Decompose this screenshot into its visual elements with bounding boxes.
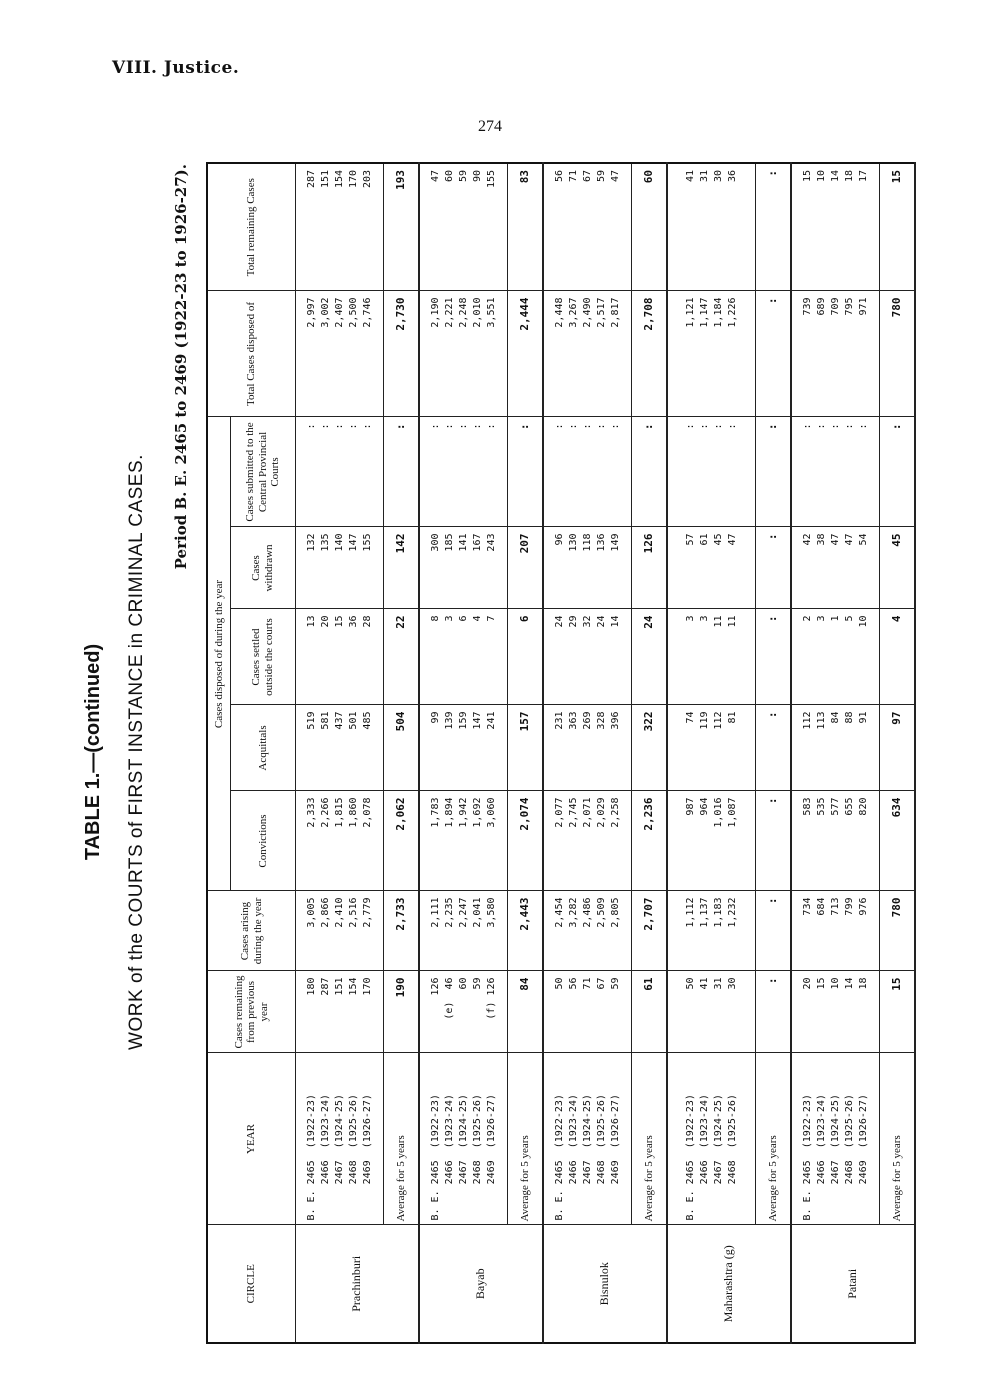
table-row bbox=[667, 163, 756, 1343]
header-disposed-group: Cases disposed of during the year bbox=[207, 417, 231, 891]
average-label: Average for 5 years bbox=[880, 1053, 915, 1225]
avg-settled: 24 bbox=[632, 609, 667, 705]
avg-settled: : bbox=[756, 609, 791, 705]
header-remaining-prev: Cases remaining from previous year bbox=[207, 971, 296, 1053]
header-arising: Cases arising during the year bbox=[207, 891, 296, 971]
cell-total-disposed: 2,190 2,221 2,248 2,010 3,551 bbox=[419, 291, 508, 417]
cell-arising: 2,111 2,235 2,247 2,041 3,580 bbox=[419, 891, 508, 971]
cell-settled: 2 3 1 5 10 bbox=[791, 609, 880, 705]
avg-acquittals: : bbox=[756, 705, 791, 791]
cell-submitted: : : : : : bbox=[543, 417, 632, 527]
avg-convictions: 2,236 bbox=[632, 791, 667, 891]
cell-total-disposed: 1,121 1,147 1,184 1,226 bbox=[667, 291, 756, 417]
average-row bbox=[632, 163, 667, 1343]
table-titles bbox=[82, 160, 200, 1344]
cell-convictions: 1,783 1,894 1,942 1,692 3,060 bbox=[419, 791, 508, 891]
avg-convictions: 2,062 bbox=[384, 791, 419, 891]
avg-acquittals: 322 bbox=[632, 705, 667, 791]
circle-name: Patani bbox=[791, 1225, 915, 1343]
cell-submitted: : : : : : bbox=[296, 417, 384, 527]
avg-convictions: 2,074 bbox=[508, 791, 543, 891]
cell-total-remaining: 287 151 154 170 203 bbox=[296, 163, 384, 291]
avg-withdrawn: : bbox=[756, 527, 791, 609]
year-list: B. E. 2465 (1922-23) 2466 (1923-24) 2467 (1924-25) 2468 (1925-26) bbox=[667, 1053, 756, 1225]
avg-withdrawn: 142 bbox=[384, 527, 419, 609]
header-settled-outside: Cases settled outside the courts bbox=[231, 609, 296, 705]
avg-total-disposed: 2,444 bbox=[508, 291, 543, 417]
avg-total-disposed: 780 bbox=[880, 291, 915, 417]
year-list: B. E. 2465 (1922-23) 2466 (1923-24) 2467 (1924-25) 2468 (1925-26) 2469 (1926-27) bbox=[791, 1053, 880, 1225]
cell-acquittals: 74 119 112 81 bbox=[667, 705, 756, 791]
header-convictions: Convictions bbox=[231, 791, 296, 891]
cell-arising: 2,454 3,282 2,486 2,509 2,805 bbox=[543, 891, 632, 971]
page-number: 274 bbox=[478, 118, 502, 135]
avg-convictions: : bbox=[756, 791, 791, 891]
avg-remaining-prev: 190 bbox=[384, 971, 419, 1053]
avg-total-disposed: : bbox=[756, 291, 791, 417]
cell-settled: 24 29 32 24 14 bbox=[543, 609, 632, 705]
avg-remaining-prev: : bbox=[756, 971, 791, 1053]
cell-settled: 13 20 15 36 28 bbox=[296, 609, 384, 705]
average-label: Average for 5 years bbox=[632, 1053, 667, 1225]
cell-submitted: : : : : bbox=[667, 417, 756, 527]
average-row bbox=[756, 163, 791, 1343]
avg-acquittals: 157 bbox=[508, 705, 543, 791]
table-row bbox=[543, 163, 632, 1343]
avg-arising: 2,733 bbox=[384, 891, 419, 971]
year-list: B. E. 2465 (1922-23) 2466 (1923-24) 2467 (1924-25) 2468 (1925-26) 2469 (1926-27) bbox=[419, 1053, 508, 1225]
average-row bbox=[384, 163, 419, 1343]
cell-withdrawn: 132 135 140 147 155 bbox=[296, 527, 384, 609]
cell-total-remaining: 15 10 14 18 17 bbox=[791, 163, 880, 291]
circle-name: Prachinburi bbox=[296, 1225, 419, 1343]
cell-total-remaining: 56 71 67 59 47 bbox=[543, 163, 632, 291]
avg-arising: : bbox=[756, 891, 791, 971]
table-period: Period B. E. 2465 to 2469 (1922-23 to 1926-27). bbox=[172, 164, 190, 570]
cell-withdrawn: 57 61 45 47 bbox=[667, 527, 756, 609]
avg-settled: 22 bbox=[384, 609, 419, 705]
cell-withdrawn: 96 130 118 136 149 bbox=[543, 527, 632, 609]
table-row bbox=[791, 163, 880, 1343]
avg-settled: 6 bbox=[508, 609, 543, 705]
cell-total-disposed: 2,448 3,267 2,490 2,517 2,817 bbox=[543, 291, 632, 417]
avg-submitted: : bbox=[880, 417, 915, 527]
avg-arising: 2,707 bbox=[632, 891, 667, 971]
header-total-disposed: Total Cases disposed of bbox=[207, 291, 296, 417]
avg-total-remaining: 60 bbox=[632, 163, 667, 291]
cell-remaining-prev: 126 (e) 46 60 59 (f) 126 bbox=[419, 971, 508, 1053]
avg-remaining-prev: 84 bbox=[508, 971, 543, 1053]
circle-name: Bayab bbox=[419, 1225, 543, 1343]
table-row bbox=[419, 163, 508, 1343]
cell-acquittals: 99 139 159 147 241 bbox=[419, 705, 508, 791]
avg-total-remaining: 83 bbox=[508, 163, 543, 291]
criminal-cases-table bbox=[206, 162, 916, 1344]
cell-arising: 3,005 2,866 2,410 2,516 2,779 bbox=[296, 891, 384, 971]
average-label: Average for 5 years bbox=[756, 1053, 791, 1225]
avg-withdrawn: 45 bbox=[880, 527, 915, 609]
avg-total-remaining: : bbox=[756, 163, 791, 291]
average-row bbox=[880, 163, 915, 1343]
cell-convictions: 2,333 2,266 1,815 1,860 2,078 bbox=[296, 791, 384, 891]
avg-submitted: : bbox=[632, 417, 667, 527]
avg-submitted: : bbox=[756, 417, 791, 527]
page-header: VIII. Justice. bbox=[112, 58, 240, 78]
header-submitted: Cases submitted to the Central Provincial Courts bbox=[231, 417, 296, 527]
avg-convictions: 634 bbox=[880, 791, 915, 891]
cell-total-remaining: 47 60 59 90 155 bbox=[419, 163, 508, 291]
cell-remaining-prev: 20 15 10 14 18 bbox=[791, 971, 880, 1053]
cell-acquittals: 231 363 269 328 396 bbox=[543, 705, 632, 791]
rotated-table-block bbox=[82, 160, 920, 1344]
cell-arising: 1,112 1,137 1,183 1,232 bbox=[667, 891, 756, 971]
avg-remaining-prev: 61 bbox=[632, 971, 667, 1053]
cell-total-disposed: 739 689 709 795 971 bbox=[791, 291, 880, 417]
avg-submitted: : bbox=[508, 417, 543, 527]
avg-settled: 4 bbox=[880, 609, 915, 705]
average-label: Average for 5 years bbox=[384, 1053, 419, 1225]
cell-total-remaining: 41 31 30 36 bbox=[667, 163, 756, 291]
header-total-remaining: Total remaining Cases bbox=[207, 163, 296, 291]
cell-submitted: : : : : : bbox=[419, 417, 508, 527]
cell-arising: 734 684 713 799 976 bbox=[791, 891, 880, 971]
avg-acquittals: 504 bbox=[384, 705, 419, 791]
avg-total-disposed: 2,708 bbox=[632, 291, 667, 417]
cell-remaining-prev: 50 41 31 30 bbox=[667, 971, 756, 1053]
cell-remaining-prev: 50 56 71 67 59 bbox=[543, 971, 632, 1053]
header-year: YEAR bbox=[207, 1053, 296, 1225]
avg-submitted: : bbox=[384, 417, 419, 527]
table-number: TABLE 1.—(continued) bbox=[82, 643, 104, 861]
cell-acquittals: 519 581 437 501 485 bbox=[296, 705, 384, 791]
average-label: Average for 5 years bbox=[508, 1053, 543, 1225]
avg-acquittals: 97 bbox=[880, 705, 915, 791]
cell-submitted: : : : : : bbox=[791, 417, 880, 527]
cell-settled: 8 3 6 4 7 bbox=[419, 609, 508, 705]
avg-total-remaining: 193 bbox=[384, 163, 419, 291]
table-row bbox=[296, 163, 384, 1343]
year-list: B. E. 2465 (1922-23) 2466 (1923-24) 2467 (1924-25) 2468 (1925-26) 2469 (1926-27) bbox=[296, 1053, 384, 1225]
avg-remaining-prev: 15 bbox=[880, 971, 915, 1053]
avg-withdrawn: 207 bbox=[508, 527, 543, 609]
avg-arising: 780 bbox=[880, 891, 915, 971]
average-row bbox=[508, 163, 543, 1343]
cell-acquittals: 112 113 84 88 91 bbox=[791, 705, 880, 791]
header-circle: CIRCLE bbox=[207, 1225, 296, 1343]
cell-convictions: 583 535 577 655 820 bbox=[791, 791, 880, 891]
cell-convictions: 2,077 2,745 2,071 2,029 2,258 bbox=[543, 791, 632, 891]
circle-name: Maharashtra (g) bbox=[667, 1225, 791, 1343]
avg-withdrawn: 126 bbox=[632, 527, 667, 609]
cell-withdrawn: 300 185 141 167 243 bbox=[419, 527, 508, 609]
year-list: B. E. 2465 (1922-23) 2466 (1923-24) 2467 (1924-25) 2468 (1925-26) 2469 (1926-27) bbox=[543, 1053, 632, 1225]
avg-arising: 2,443 bbox=[508, 891, 543, 971]
cell-remaining-prev: 180 287 151 154 170 bbox=[296, 971, 384, 1053]
avg-total-disposed: 2,730 bbox=[384, 291, 419, 417]
cell-withdrawn: 42 38 47 47 54 bbox=[791, 527, 880, 609]
avg-total-remaining: 15 bbox=[880, 163, 915, 291]
cell-total-disposed: 2,997 3,002 2,407 2,500 2,746 bbox=[296, 291, 384, 417]
header-acquittals: Acquittals bbox=[231, 705, 296, 791]
circle-name: Bisnulok bbox=[543, 1225, 667, 1343]
table-title: WORK of the COURTS of FIRST INSTANCE in CRIMINAL CASES. bbox=[126, 454, 147, 1050]
cell-settled: 3 3 11 11 bbox=[667, 609, 756, 705]
cell-convictions: 987 964 1,016 1,087 bbox=[667, 791, 756, 891]
header-withdrawn: Cases withdrawn bbox=[231, 527, 296, 609]
